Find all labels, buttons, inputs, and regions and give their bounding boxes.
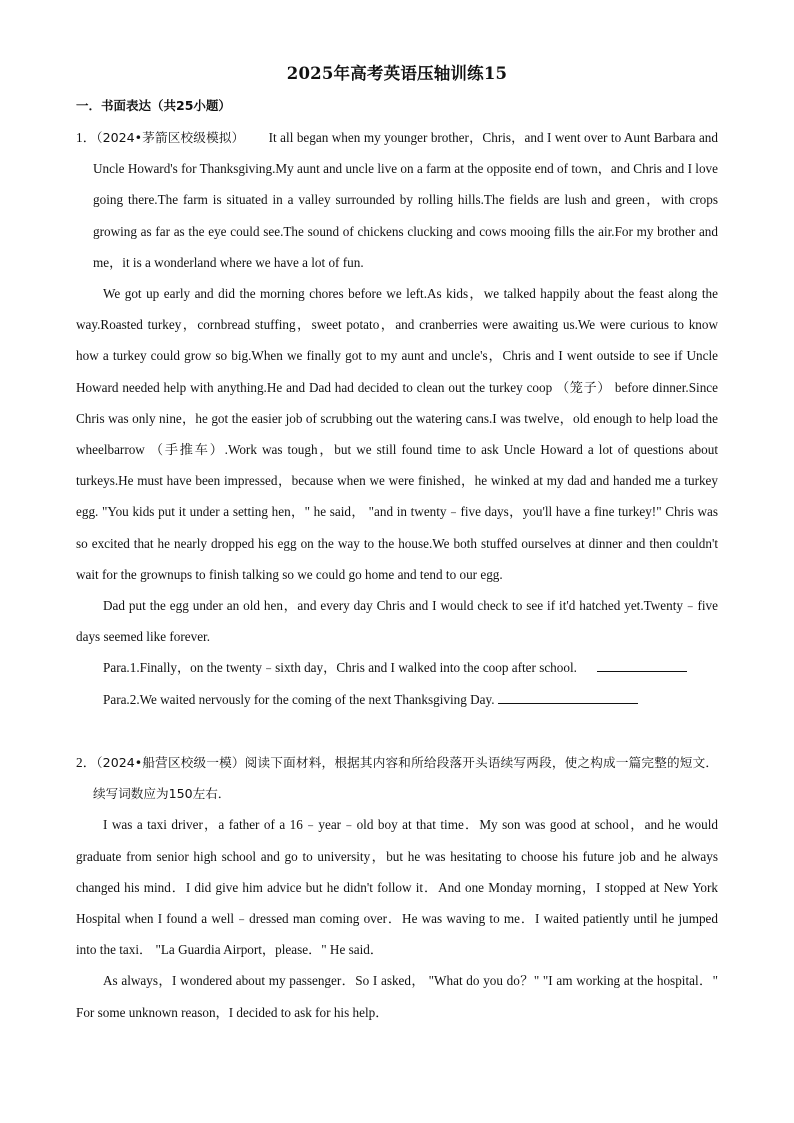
- q1-intro-paragraph: [76, 122, 718, 278]
- q2-number: 2．: [76, 755, 97, 770]
- q1-prompt-para1-text: Para.1.Finally，on the twenty﹣sixth day，Chris and I walked into the coop after school.: [103, 660, 577, 676]
- q1-paragraph-3: Dad put the egg under an old hen，and every day Chris and I would check to see if it'd hatched yet.Twenty﹣five days seemed like forever.: [76, 598, 718, 645]
- page-title: 2025年高考英语压轴训练15: [286, 64, 508, 83]
- section-heading: 一．书面表达（共25小题）: [76, 98, 231, 113]
- q1-prompt-para2: [76, 684, 718, 715]
- q2-instruction-paragraph: [76, 747, 718, 809]
- answer-blank[interactable]: [498, 689, 638, 704]
- q2-paragraph-1: I was a taxi driver，a father of a 16﹣year﹣old boy at that time．My son was good at school，and he would graduate from senior high school and go to university，but he was hesitating to choose his future job and he always changed his mind．I did give him advice but he didn't follow it．And one Monday morning，I stopped at New York Hospital when I found a well﹣dressed man coming over．He was waving to me．I waited patiently until he jumped into the taxi． "La Guardia Airport，please．" He said．: [76, 817, 718, 958]
- q2-paragraph-2: As always，I wondered about my passenger．So I asked， "What do you do？" "I am working at the hospital．" For some unknown reason，I decided to ask for his help．: [76, 973, 718, 1020]
- question-2: [76, 747, 718, 1028]
- q2-source: （2024•船营区校级一模）: [96, 755, 245, 770]
- q1-prompt-para1: [76, 652, 718, 683]
- q1-number: 1．: [76, 130, 97, 145]
- answer-blank[interactable]: [597, 657, 687, 672]
- q1-paragraph-2: We got up early and did the morning chores before we left.As kids，we talked happily about the feast along the way.Roasted turkey，cornbread stuffing，sweet potato，and cranberries were awaiting us.We were curious to know how a turkey could grow so big.When we finally got to my aunt and uncle's，Chris and I went outside to see if Uncle Howard needed help with anything.He and Dad had decided to clean out the turkey coop （笼子） before dinner.Since Chris was only nine，he got the easier job of scrubbing out the watering cans.I was twelve，old enough to help load the wheelbarrow （手推车）.Work was tough，but we still found time to ask Uncle Howard a lot of questions about turkeys.He must have been impressed，because when we were finished，he winked at my dad and handed me a turkey egg. "You kids put it under a setting hen，" he said， "and in twenty﹣five days，you'll have a fine turkey!" Chris was so excited that he nearly dropped his egg on the way to the house.We both stuffed ourselves at dinner and then couldn't wait for the grownups to finish talking so we could go home and tend to our egg.: [76, 286, 718, 582]
- q1-prompt-para2-text: Para.2.We waited nervously for the coming of the next Thanksgiving Day.: [103, 691, 495, 707]
- q2-instruction: 阅读下面材料，根据其内容和所给段落开头语续写两段，使之构成一篇完整的短文．续写词数应为150左右．: [93, 755, 719, 802]
- question-1: [76, 122, 718, 715]
- q1-source: （2024•茅箭区校级模拟）: [96, 130, 245, 145]
- q1-paragraph-1: It all began when my younger brother，Chris，and I went over to Aunt Barbara and Uncle Howard's for Thanksgiving.My aunt and uncle live on a farm at the opposite end of town，and Chris and I love going there.The farm is situated in a valley surrounded by rolling hills.The fields are lush and green，with crops growing as far as the eye could see.The sound of chickens clucking and cows mooing fills the air.For my brother and me，it is a wonderland where we have a lot of fun.: [93, 130, 718, 270]
